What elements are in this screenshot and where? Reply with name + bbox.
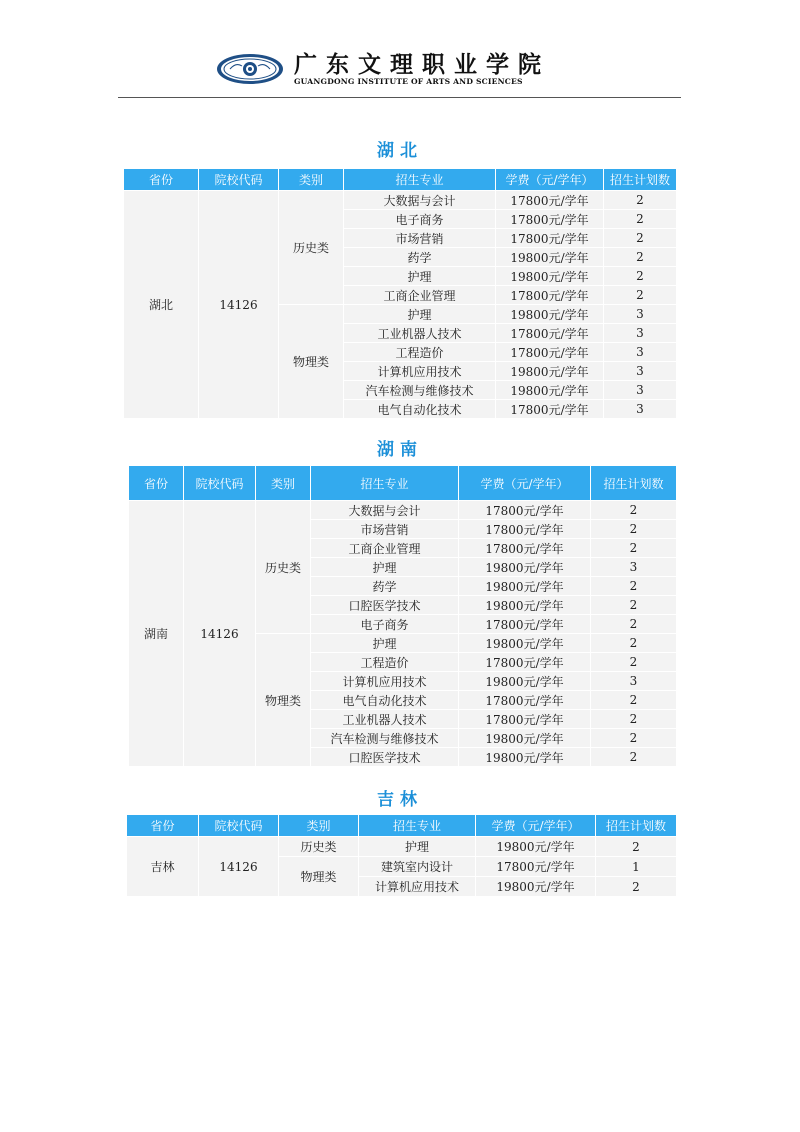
major-cell: 工业机器人技术 [344, 324, 496, 343]
major-cell: 汽车检测与维修技术 [344, 381, 496, 400]
major-cell: 计算机应用技术 [311, 672, 459, 691]
column-header: 类别 [279, 169, 344, 191]
column-header: 类别 [256, 466, 311, 501]
column-header: 省份 [127, 815, 199, 837]
plan-count-cell: 2 [604, 248, 677, 267]
admission-table-hunan [128, 465, 677, 767]
column-header: 类别 [279, 815, 359, 837]
school-name-cn: 广东文理职业学院 [294, 51, 550, 78]
plan-count-cell: 2 [591, 748, 677, 767]
plan-count-cell: 2 [591, 539, 677, 558]
major-cell: 口腔医学技术 [311, 596, 459, 615]
major-cell: 工商企业管理 [344, 286, 496, 305]
school-name-en: GUANGDONG INSTITUTE OF ARTS AND SCIENCES [294, 77, 523, 86]
major-cell: 护理 [344, 267, 496, 286]
province-cell: 吉林 [127, 837, 199, 897]
major-cell: 护理 [344, 305, 496, 324]
plan-count-cell: 2 [591, 634, 677, 653]
major-cell: 药学 [311, 577, 459, 596]
tuition-cell: 19800元/学年 [496, 267, 604, 286]
major-cell: 计算机应用技术 [359, 877, 476, 897]
column-header: 招生专业 [344, 169, 496, 191]
major-cell: 护理 [311, 634, 459, 653]
tuition-cell: 17800元/学年 [496, 400, 604, 419]
plan-count-cell: 2 [591, 710, 677, 729]
column-header: 学费（元/学年） [459, 466, 591, 501]
column-header: 院校代码 [199, 815, 279, 837]
major-cell: 汽车检测与维修技术 [311, 729, 459, 748]
tuition-cell: 19800元/学年 [459, 596, 591, 615]
tuition-cell: 17800元/学年 [459, 539, 591, 558]
category-cell: 物理类 [279, 305, 344, 419]
plan-count-cell: 2 [604, 229, 677, 248]
tuition-cell: 19800元/学年 [459, 634, 591, 653]
major-cell: 药学 [344, 248, 496, 267]
major-cell: 电子商务 [344, 210, 496, 229]
tuition-cell: 19800元/学年 [476, 877, 596, 897]
column-header: 院校代码 [184, 466, 256, 501]
major-cell: 工程造价 [311, 653, 459, 672]
plan-count-cell: 2 [604, 210, 677, 229]
tuition-cell: 19800元/学年 [496, 362, 604, 381]
column-header: 招生专业 [359, 815, 476, 837]
province-cell: 湖南 [129, 501, 184, 767]
tuition-cell: 17800元/学年 [496, 191, 604, 210]
plan-count-cell: 2 [596, 877, 677, 897]
column-header: 招生专业 [311, 466, 459, 501]
plan-count-cell: 2 [604, 267, 677, 286]
tuition-cell: 17800元/学年 [459, 710, 591, 729]
plan-count-cell: 3 [591, 558, 677, 577]
major-cell: 工业机器人技术 [311, 710, 459, 729]
column-header: 省份 [124, 169, 199, 191]
major-cell: 市场营销 [344, 229, 496, 248]
tuition-cell: 19800元/学年 [459, 577, 591, 596]
tuition-cell: 19800元/学年 [496, 381, 604, 400]
plan-count-cell: 3 [604, 400, 677, 419]
major-cell: 市场营销 [311, 520, 459, 539]
major-cell: 口腔医学技术 [311, 748, 459, 767]
tuition-cell: 19800元/学年 [496, 305, 604, 324]
major-cell: 电气自动化技术 [311, 691, 459, 710]
plan-count-cell: 2 [591, 501, 677, 520]
tuition-cell: 17800元/学年 [496, 210, 604, 229]
tuition-cell: 17800元/学年 [476, 857, 596, 877]
column-header: 招生计划数 [604, 169, 677, 191]
category-cell: 历史类 [256, 501, 311, 634]
admission-table-hubei [123, 168, 677, 419]
plan-count-cell: 2 [591, 653, 677, 672]
tuition-cell: 17800元/学年 [496, 324, 604, 343]
major-cell: 大数据与会计 [311, 501, 459, 520]
school-code-cell: 14126 [184, 501, 256, 767]
category-cell: 历史类 [279, 191, 344, 305]
tuition-cell: 19800元/学年 [459, 672, 591, 691]
plan-count-cell: 3 [604, 362, 677, 381]
school-code-cell: 14126 [199, 837, 279, 897]
tuition-cell: 17800元/学年 [496, 286, 604, 305]
tuition-cell: 19800元/学年 [496, 248, 604, 267]
section-title-hubei: 湖北 [377, 141, 423, 161]
tuition-cell: 19800元/学年 [459, 748, 591, 767]
major-cell: 大数据与会计 [344, 191, 496, 210]
admission-table-jilin [126, 814, 677, 897]
plan-count-cell: 2 [591, 520, 677, 539]
section-title-jilin: 吉林 [377, 790, 423, 810]
school-logo [216, 52, 550, 86]
plan-count-cell: 2 [604, 286, 677, 305]
column-header: 省份 [129, 466, 184, 501]
plan-count-cell: 3 [604, 343, 677, 362]
tuition-cell: 19800元/学年 [459, 729, 591, 748]
plan-count-cell: 3 [604, 305, 677, 324]
section-title-hunan: 湖南 [377, 440, 423, 460]
column-header: 学费（元/学年） [476, 815, 596, 837]
plan-count-cell: 2 [591, 577, 677, 596]
header-divider [118, 97, 681, 98]
plan-count-cell: 2 [596, 837, 677, 857]
plan-count-cell: 1 [596, 857, 677, 877]
category-cell: 物理类 [279, 857, 359, 897]
major-cell: 电子商务 [311, 615, 459, 634]
plan-count-cell: 3 [591, 672, 677, 691]
major-cell: 工程造价 [344, 343, 496, 362]
major-cell: 计算机应用技术 [344, 362, 496, 381]
tuition-cell: 17800元/学年 [459, 615, 591, 634]
category-cell: 历史类 [279, 837, 359, 857]
tuition-cell: 17800元/学年 [459, 653, 591, 672]
page-header [0, 0, 800, 100]
table-row [124, 191, 677, 210]
tuition-cell: 19800元/学年 [476, 837, 596, 857]
tuition-cell: 17800元/学年 [459, 501, 591, 520]
major-cell: 建筑室内设计 [359, 857, 476, 877]
school-code-cell: 14126 [199, 191, 279, 419]
category-cell: 物理类 [256, 634, 311, 767]
tuition-cell: 17800元/学年 [496, 229, 604, 248]
column-header: 招生计划数 [591, 466, 677, 501]
major-cell: 工商企业管理 [311, 539, 459, 558]
tuition-cell: 17800元/学年 [459, 520, 591, 539]
major-cell: 电气自动化技术 [344, 400, 496, 419]
tuition-cell: 17800元/学年 [496, 343, 604, 362]
column-header: 院校代码 [199, 169, 279, 191]
column-header: 招生计划数 [596, 815, 677, 837]
plan-count-cell: 2 [591, 691, 677, 710]
province-cell: 湖北 [124, 191, 199, 419]
table-row [127, 837, 677, 857]
tuition-cell: 19800元/学年 [459, 558, 591, 577]
plan-count-cell: 2 [591, 615, 677, 634]
table-row [129, 501, 677, 520]
column-header: 学费（元/学年） [496, 169, 604, 191]
tuition-cell: 17800元/学年 [459, 691, 591, 710]
school-seal-icon [216, 53, 284, 85]
major-cell: 护理 [311, 558, 459, 577]
plan-count-cell: 3 [604, 324, 677, 343]
major-cell: 护理 [359, 837, 476, 857]
plan-count-cell: 2 [591, 596, 677, 615]
plan-count-cell: 2 [591, 729, 677, 748]
plan-count-cell: 2 [604, 191, 677, 210]
plan-count-cell: 3 [604, 381, 677, 400]
